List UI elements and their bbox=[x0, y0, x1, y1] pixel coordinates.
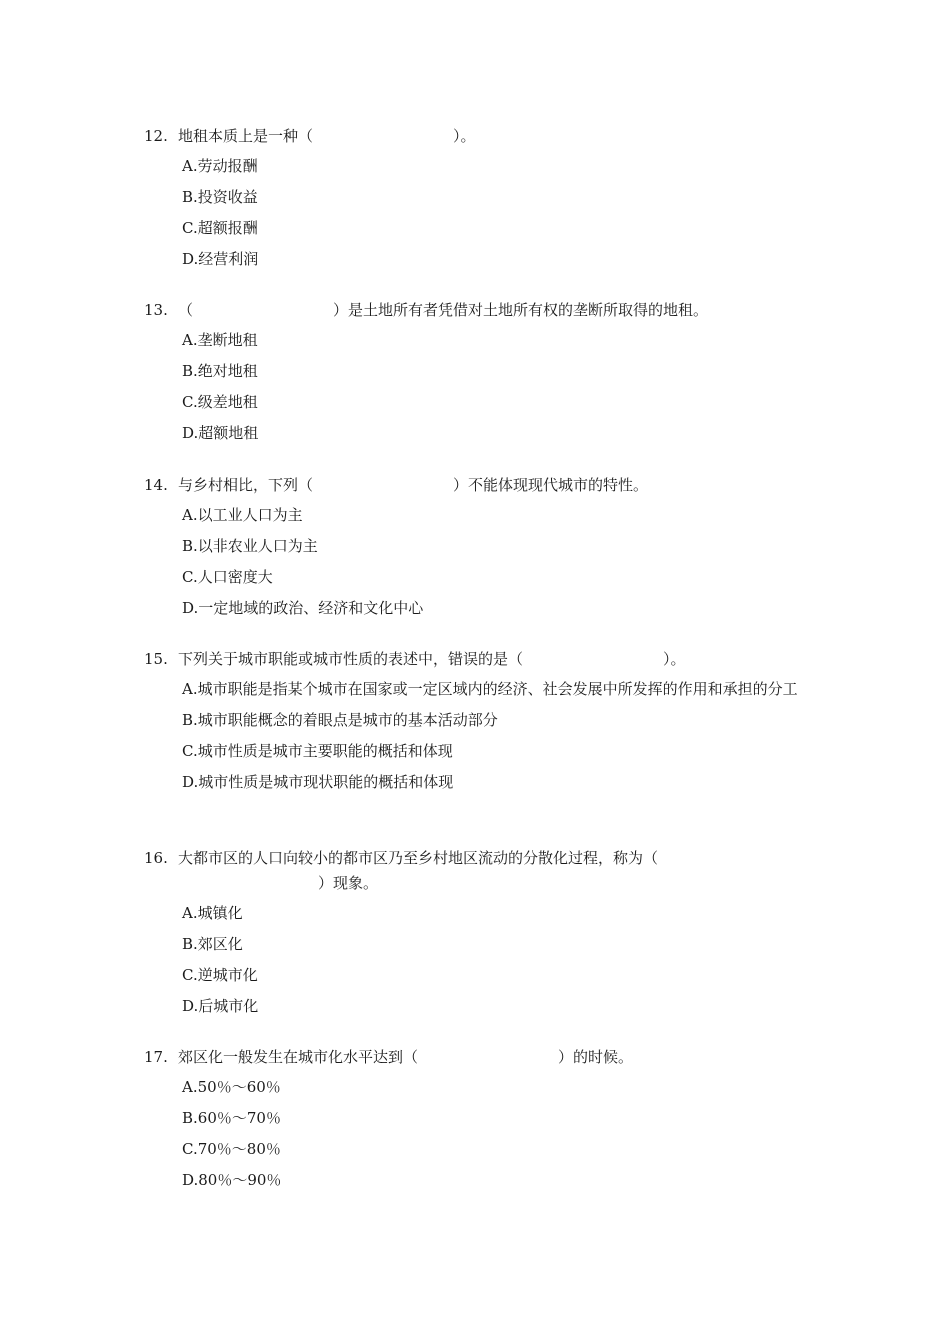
option-a: A.垄断地租 bbox=[182, 331, 258, 349]
question-number: 12. bbox=[144, 127, 168, 145]
option-d: D.一定地域的政治、经济和文化中心 bbox=[182, 599, 424, 617]
option-b: B.绝对地租 bbox=[182, 362, 258, 380]
question-14 bbox=[144, 473, 814, 627]
option-d: D.80％～90％ bbox=[182, 1171, 282, 1189]
option-list bbox=[144, 901, 704, 1019]
option-d: D.后城市化 bbox=[182, 997, 259, 1015]
question-stem bbox=[144, 1045, 814, 1070]
option-b: B.60％～70％ bbox=[182, 1109, 281, 1127]
option-a: A.以工业人口为主 bbox=[182, 506, 303, 524]
option-list bbox=[144, 1075, 814, 1193]
option-a: A.劳动报酬 bbox=[182, 157, 258, 175]
stem-text-before: 下列关于城市职能或城市性质的表述中，错误的是（ bbox=[178, 650, 524, 668]
stem-text-after: ）。 bbox=[663, 650, 686, 668]
question-number: 15. bbox=[144, 650, 168, 668]
option-c: C.人口密度大 bbox=[182, 568, 273, 586]
stem-text-before: 地租本质上是一种（ bbox=[178, 127, 314, 145]
option-c: C.70％～80％ bbox=[182, 1140, 281, 1158]
question-number: 13. bbox=[144, 301, 168, 319]
stem-text-after: ）不能体现现代城市的特性。 bbox=[453, 476, 649, 494]
option-c: C.超额报酬 bbox=[182, 219, 258, 237]
stem-text-after: ）现象。 bbox=[318, 874, 379, 892]
stem-text-after: ）的时候。 bbox=[558, 1048, 634, 1066]
option-a: A.城镇化 bbox=[182, 904, 243, 922]
option-b: B.投资收益 bbox=[182, 188, 258, 206]
option-b: B.郊区化 bbox=[182, 935, 243, 953]
option-a: A.50％～60％ bbox=[182, 1078, 281, 1096]
option-d: D.城市性质是城市现状职能的概括和体现 bbox=[182, 773, 454, 791]
stem-text-before: 郊区化一般发生在城市化水平达到（ bbox=[178, 1048, 419, 1066]
question-15 bbox=[144, 647, 814, 801]
question-number: 17. bbox=[144, 1048, 168, 1066]
stem-text-after: ）是土地所有者凭借对土地所有权的垄断所取得的地租。 bbox=[333, 301, 709, 319]
question-17 bbox=[144, 1045, 814, 1199]
option-b: B.城市职能概念的着眼点是城市的基本活动部分 bbox=[182, 711, 498, 729]
option-list bbox=[144, 677, 814, 795]
stem-text-before: （ bbox=[178, 301, 194, 319]
question-stem bbox=[144, 124, 814, 149]
option-list bbox=[144, 328, 814, 446]
stem-text-before: 与乡村相比，下列（ bbox=[178, 476, 314, 494]
option-d: D.经营利润 bbox=[182, 250, 259, 268]
stem-text-before: 大都市区的人口向较小的都市区乃至乡村地区流动的分散化过程，称为（ bbox=[178, 849, 659, 867]
option-c: C.城市性质是城市主要职能的概括和体现 bbox=[182, 742, 453, 760]
question-12 bbox=[144, 124, 814, 278]
option-list bbox=[144, 503, 814, 621]
option-d: D.超额地租 bbox=[182, 424, 259, 442]
option-c: C.逆城市化 bbox=[182, 966, 258, 984]
question-stem bbox=[144, 647, 814, 672]
question-stem bbox=[144, 473, 814, 498]
option-c: C.级差地租 bbox=[182, 393, 258, 411]
option-list bbox=[144, 154, 814, 272]
option-b: B.以非农业人口为主 bbox=[182, 537, 318, 555]
option-a: A.城市职能是指某个城市在国家或一定区域内的经济、社会发展中所发挥的作用和承担的分工 bbox=[182, 680, 798, 698]
question-number: 14. bbox=[144, 476, 168, 494]
question-stem bbox=[144, 846, 704, 896]
question-number: 16. bbox=[144, 849, 168, 867]
question-16 bbox=[144, 846, 704, 1025]
question-13 bbox=[144, 298, 814, 452]
stem-text-after: ）。 bbox=[453, 127, 476, 145]
question-stem bbox=[144, 298, 814, 323]
